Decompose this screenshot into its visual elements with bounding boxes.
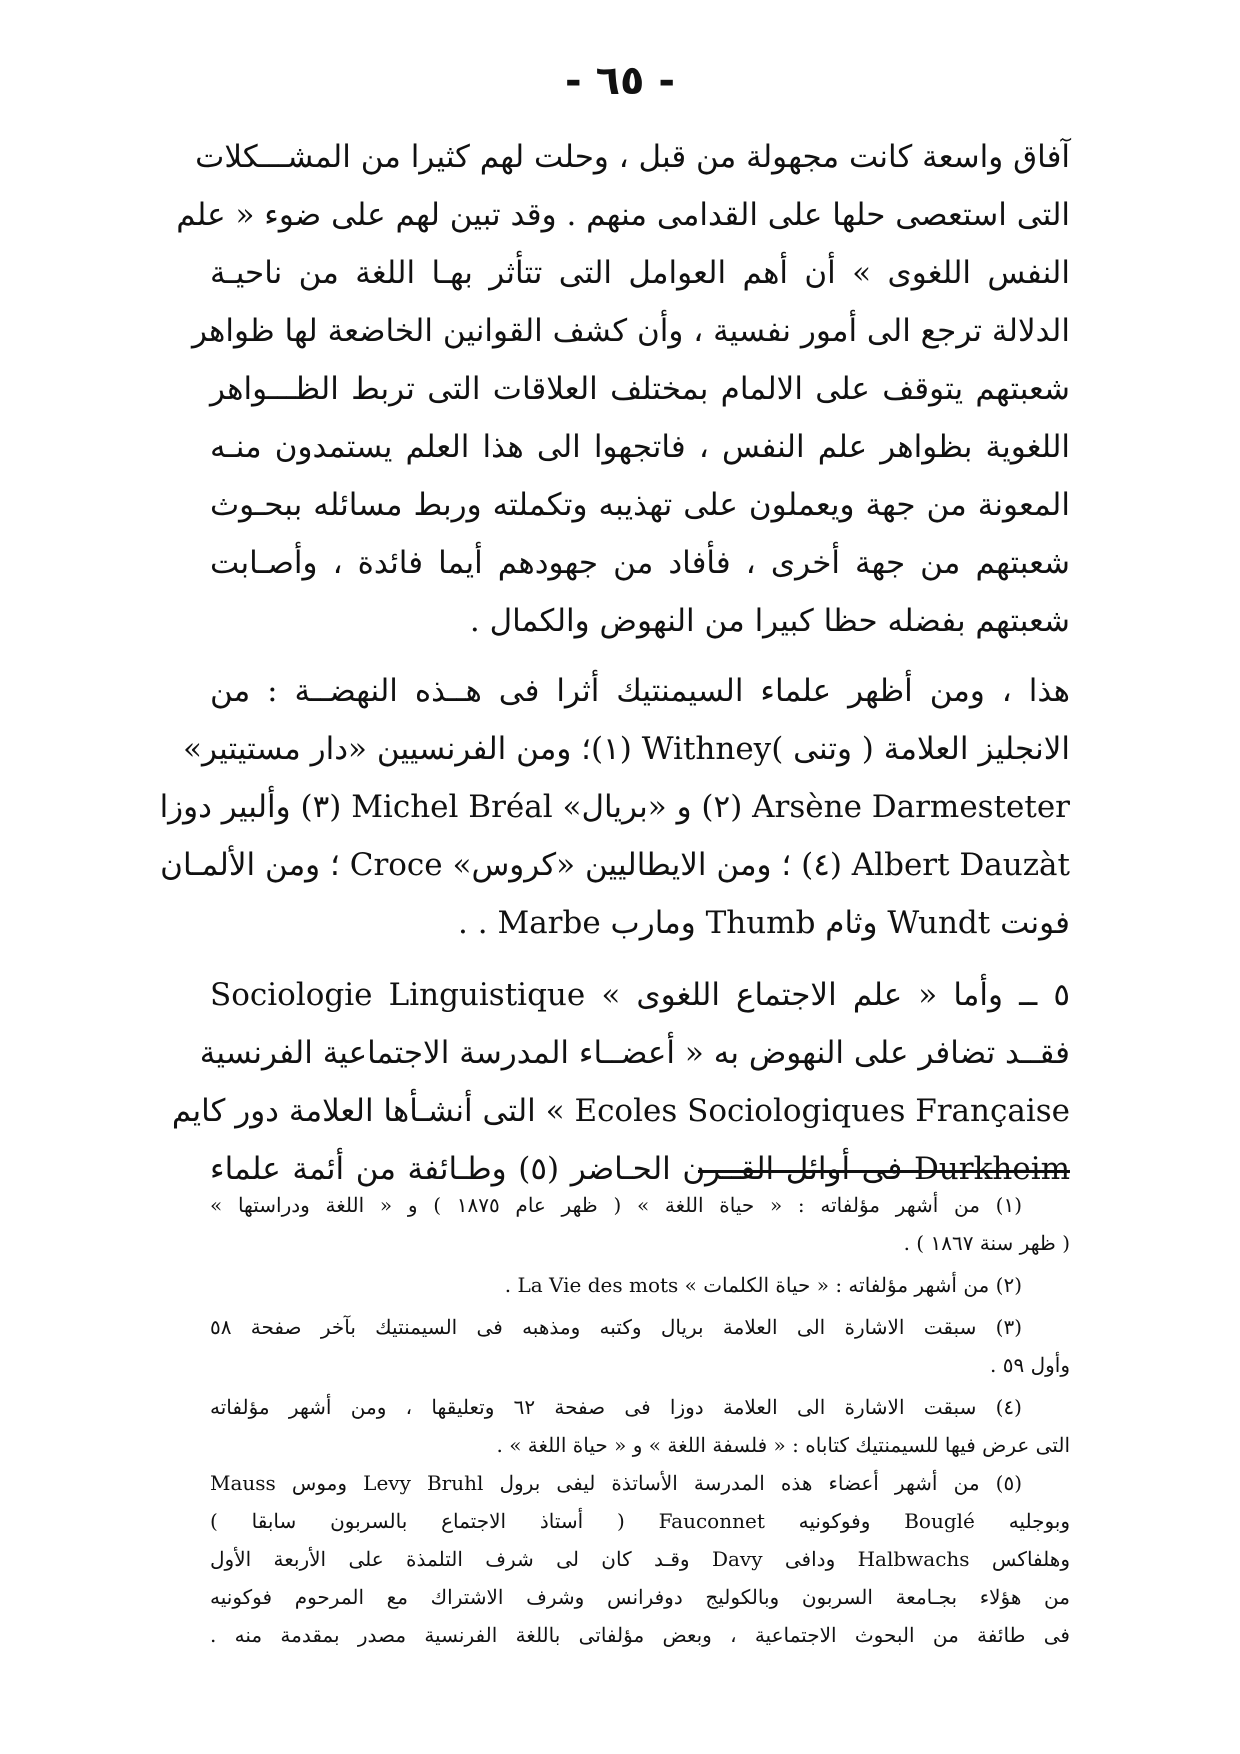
text-line: Durkheim فى أوائل القــرن الحـاضر (٥) وطـائفة من أئمة علماء — [210, 1151, 1070, 1187]
text-line: شعبتهم بفضله حظا كبيرا من النهوض والكمال . — [469, 603, 1070, 639]
page-number: - ٦٥ - — [565, 58, 675, 104]
text-line: الانجليز العلامة ( وتنى )Withney (١)؛ ومن الفرنسيين «دار مستيتير» — [183, 731, 1070, 767]
text-line: Albert Dauzàt (٤) ؛ ومن الايطاليين «كروس» Croce ؛ ومن الألمـان — [160, 847, 1070, 883]
text-line: التى استعصى حلها على القدامى منهم . وقد تبين لهم على ضوء « علم — [176, 197, 1070, 233]
footnote-line: وهلفاكس Halbwachs ودافى Davy وقـد كان لى شرف التلمذة على الأربعة الأول — [210, 1547, 1070, 1571]
text-line: النفس اللغوى » أن أهم العوامل التى تتأثر بهـا اللغة من ناحيـة — [210, 255, 1070, 291]
text-line: شعبتهم من جهة أخرى ، فأفاد من جهودهم أيما فائدة ، وأصـابت — [210, 545, 1070, 581]
main-text — [159, 128, 1070, 1198]
text-line: الدلالة ترجع الى أمور نفسية ، وأن كشف القوانين الخاضعة لها ظواهر — [191, 313, 1070, 349]
text-line: ٥ ــ وأما « علم الاجتماع اللغوى » Sociologie Linguistique — [210, 977, 1070, 1013]
footnote-line: وبوجليه Bouglé وفوكونيه Fauconnet ( أستاذ الاجتماع بالسربون سابقا ) — [210, 1509, 1071, 1533]
text-line: اللغوية بظواهر علم النفس ، فاتجهوا الى هذا العلم يستمدون منـه — [210, 429, 1070, 465]
text-line: آفاق واسعة كانت مجهولة من قبل ، وحلت لهم كثيرا من المشـــكلات — [195, 139, 1070, 175]
footnote-line: فى طائفة من البحوث الاجتماعية ، وبعض مؤلفاتى باللغة الفرنسية مصدر بمقدمة منه . — [210, 1623, 1070, 1647]
footnotes — [210, 1186, 1070, 1654]
footnote-line: وأول ٥٩ . — [990, 1353, 1070, 1377]
footnote-divider — [698, 1170, 1070, 1173]
text-line: فونت Wundt وثام Thumb ومارب Marbe . . — [458, 905, 1070, 941]
footnote-line: (٥) من أشهر أعضاء هذه المدرسة الأساتذة ليفى برول Levy Bruhl وموس Mauss — [210, 1471, 1023, 1495]
footnote-line: التى عرض فيها للسيمنتيك كتاباه : « فلسفة اللغة » و « حياة اللغة » . — [496, 1433, 1070, 1457]
text-line: المعونة من جهة ويعملون على تهذيبه وتكملته وربط مسائله ببحـوث — [210, 487, 1070, 523]
footnote-line: (١) من أشهر مؤلفاته : « حياة اللغة » ( ظهر عام ١٨٧٥ ) و « اللغة ودراستها » — [210, 1193, 1022, 1217]
text-line: Arsène Darmesteter (٢) و «بريال» Michel Bréal (٣) وألبير دوزا — [159, 789, 1070, 825]
text-line: فقــد تضافر على النهوض به « أعضــاء المدرسة الاجتماعية الفرنسية — [199, 1035, 1070, 1071]
text-line: هذا ، ومن أظهر علماء السيمنتيك أثرا فى هــذه النهضــة : من — [210, 673, 1070, 709]
footnote-line: ( ظهر سنة ١٨٦٧ ) . — [903, 1231, 1070, 1255]
footnote-line: (٣) سبقت الاشارة الى العلامة بريال وكتبه ومذهبه فى السيمنتيك بآخر صفحة ٥٨ — [210, 1315, 1022, 1339]
footnote-line: (٢) من أشهر مؤلفاته : « حياة الكلمات » La Vie des mots . — [504, 1273, 1022, 1297]
footnote-line: (٤) سبقت الاشارة الى العلامة دوزا فى صفحة ٦٢ وتعليقها ، ومن أشهر مؤلفاته — [210, 1395, 1022, 1419]
text-line: Ecoles Sociologiques Française » التى أنشـأها العلامة دور كايم — [171, 1093, 1070, 1129]
footnote-line: من هؤلاء بجـامعة السربون وبالكوليج دوفرانس وشرف الاشتراك مع المرحوم فوكونيه — [210, 1585, 1070, 1609]
text-line: شعبتهم يتوقف على الالمام بمختلف العلاقات التى تربط الظـــواهر — [210, 371, 1070, 407]
